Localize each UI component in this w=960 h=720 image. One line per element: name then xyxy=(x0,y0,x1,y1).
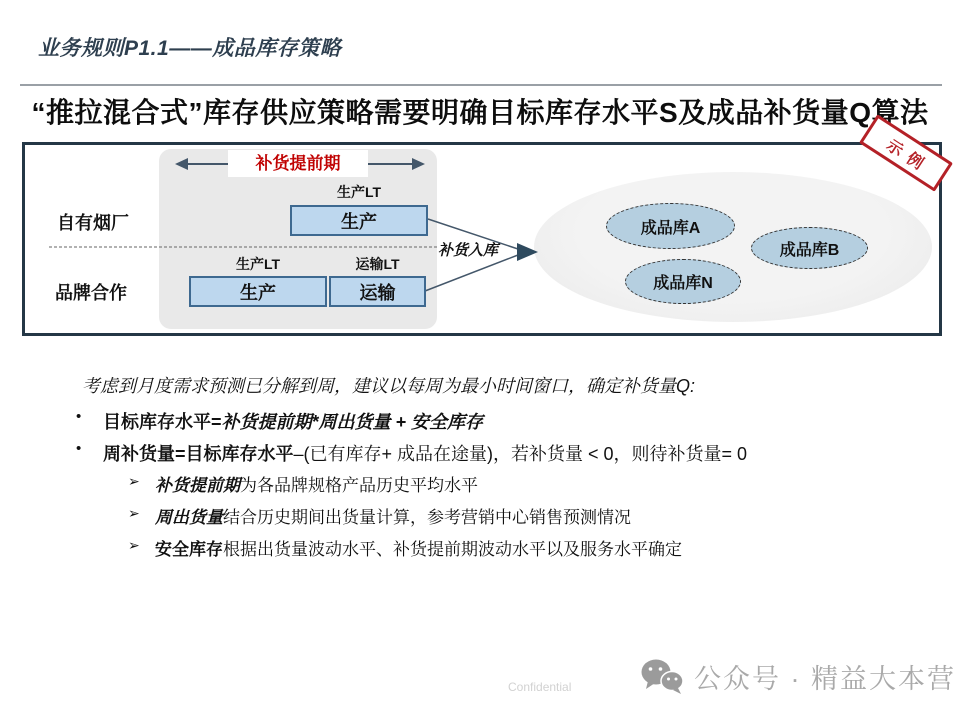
subbullet-lead: 周出货量 xyxy=(155,508,223,527)
warehouse-n: 成品库N xyxy=(625,259,741,304)
arrow-bullet-icon: ➢ xyxy=(128,505,140,521)
production-lt-label-top: 生产LT xyxy=(336,184,382,200)
transport-lt-label: 运输LT xyxy=(355,256,400,272)
row-label-brand-coop: 品牌合作 xyxy=(55,283,127,303)
production-box-top: 生产 xyxy=(290,205,428,236)
subbullet-safety-stock xyxy=(128,535,682,560)
bullet-weekly-replenishment xyxy=(76,440,747,466)
example-stamp: 示例 xyxy=(859,114,953,192)
warehouse-b: 成品库B xyxy=(751,227,868,269)
bullet-icon: • xyxy=(76,408,82,425)
subbullet-lead-time xyxy=(128,471,478,496)
bullet-rest: –(已有库存+ 成品在途量)，若补货量 < 0，则待补货量= 0 xyxy=(293,444,748,464)
bullet-lead: 目标库存水平= xyxy=(103,412,222,432)
row-label-own-factory: 自有烟厂 xyxy=(57,213,129,233)
inbound-arrow-icon xyxy=(517,243,538,261)
header-divider xyxy=(20,84,942,86)
transport-box: 运输 xyxy=(329,276,426,307)
subbullet-rest: 结合历史期间出货量计算，参考营销中心销售预测情况 xyxy=(223,508,631,527)
arrow-right-icon xyxy=(412,158,425,170)
supply-diagram xyxy=(22,136,942,336)
wechat-icon xyxy=(640,658,684,696)
arrow-bullet-icon: ➢ xyxy=(128,537,140,553)
subbullet-lead: 补货提前期 xyxy=(155,476,240,495)
bullet-icon: • xyxy=(76,440,82,457)
subbullet-lead: 安全库存 xyxy=(155,540,223,559)
slide-title: “推拉混合式”库存供应策略需要明确目标库存水平S及成品补货量Q算法 xyxy=(31,97,929,128)
warehouse-a: 成品库A xyxy=(606,203,735,249)
wechat-account-name: 公众号 · 精益大本营 xyxy=(694,664,956,694)
subbullet-rest: 根据出货量波动水平、补货提前期波动水平以及服务水平确定 xyxy=(223,540,682,559)
page-header: 业务规则P1.1——成品库存策略 xyxy=(38,37,342,60)
production-lt-label-bottom: 生产LT xyxy=(235,256,281,272)
arrow-left-icon xyxy=(175,158,188,170)
lead-time-label: 补货提前期 xyxy=(228,150,368,177)
subbullet-rest: 为各品牌规格产品历史平均水平 xyxy=(240,476,478,495)
bullet-rest: 补货提前期*周出货量 + 安全库存 xyxy=(221,412,484,432)
subbullet-weekly-shipment xyxy=(128,503,631,528)
bullet-target-stock xyxy=(76,408,483,434)
notes-intro: 考虑到月度需求预测已分解到周，建议以每周为最小时间窗口，确定补货量Q: xyxy=(82,376,695,396)
wechat-footer xyxy=(640,657,956,696)
bullet-lead: 周补货量=目标库存水平 xyxy=(103,444,294,464)
production-box-bottom: 生产 xyxy=(189,276,327,307)
confidential-watermark: Confidential xyxy=(508,680,572,694)
arrow-bullet-icon: ➢ xyxy=(128,473,140,489)
inbound-label: 补货入库 xyxy=(438,242,499,259)
